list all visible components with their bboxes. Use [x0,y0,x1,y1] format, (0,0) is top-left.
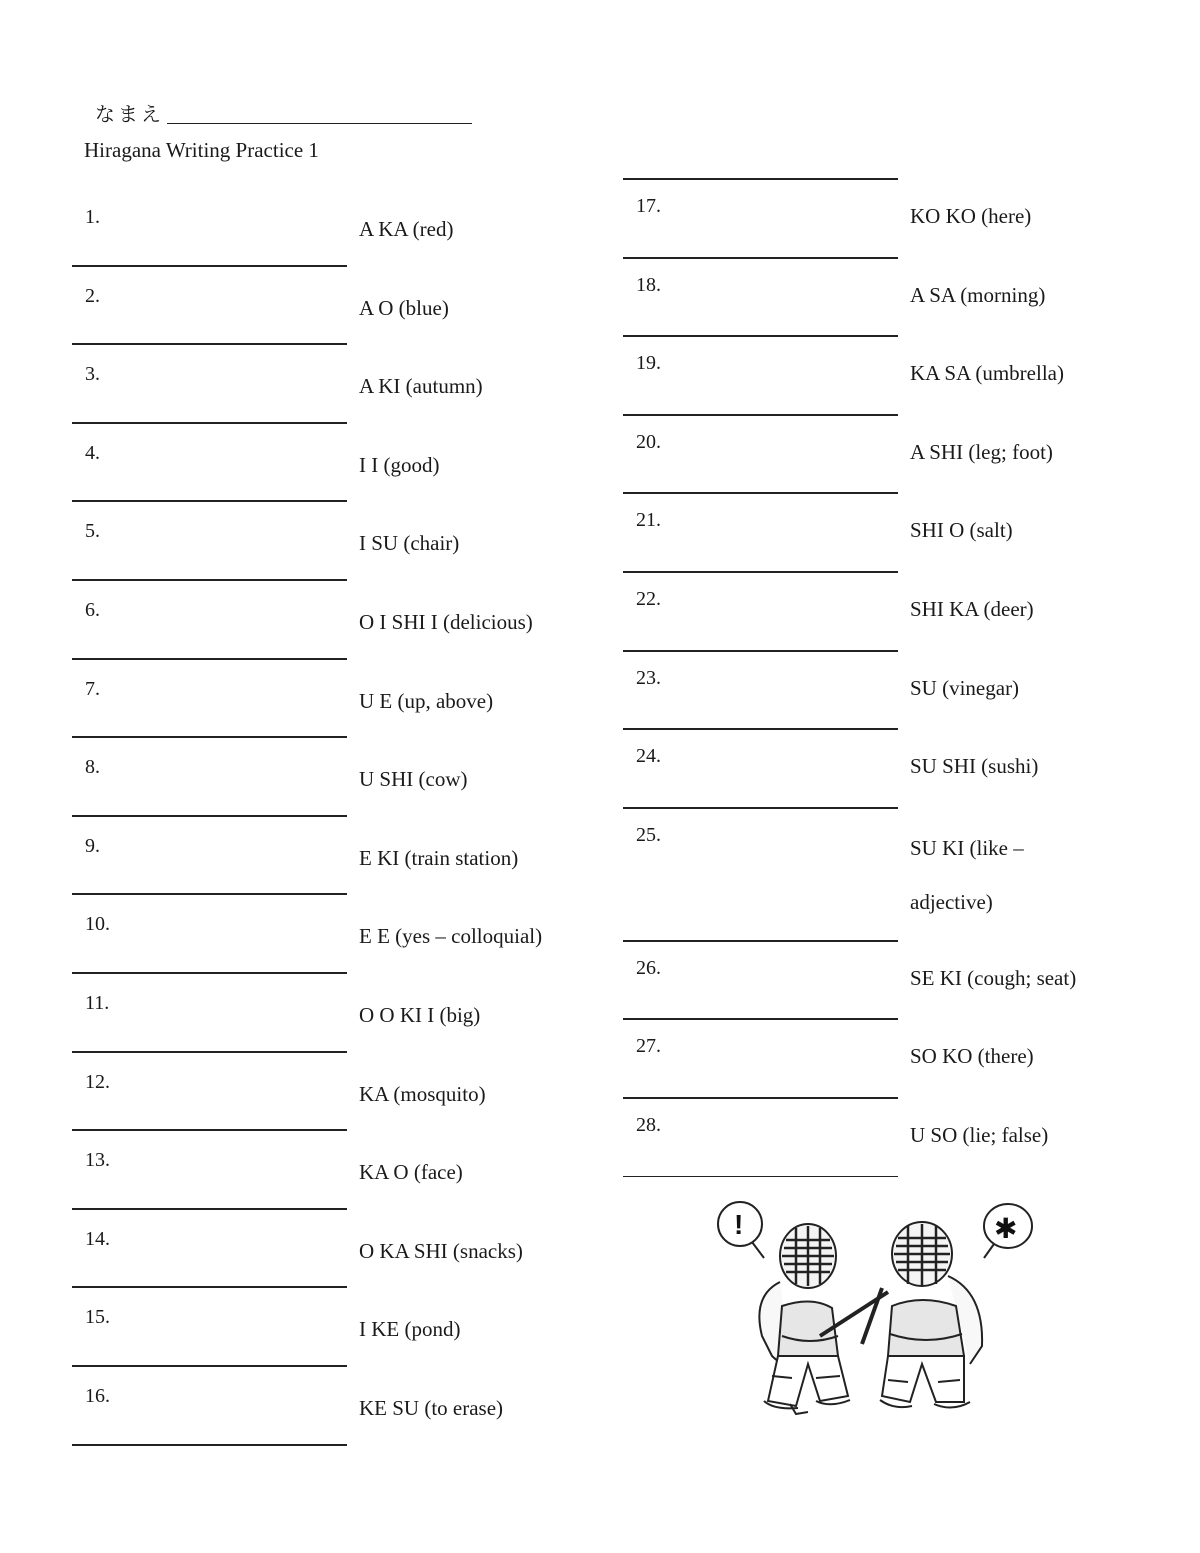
item-number: 8. [85,756,100,779]
practice-item [72,1288,632,1367]
practice-item [72,267,632,346]
item-word: E KI (train station) [359,845,519,870]
practice-item [623,1018,1183,1097]
practice-item [72,345,632,424]
practice-item [72,974,632,1053]
practice-item [623,257,1183,336]
item-word: KA (mosquito) [359,1081,486,1106]
practice-item [72,581,632,660]
writing-line[interactable] [623,1176,898,1177]
right-kendo-fighter [880,1222,982,1408]
writing-line[interactable] [623,257,898,259]
item-number: 21. [636,509,661,532]
item-number: 4. [85,441,100,464]
item-number: 25. [636,823,661,846]
item-word: SU SHI (sushi) [910,754,1039,779]
item-number: 1. [85,206,100,228]
practice-item [623,335,1183,414]
item-word: I SU (chair) [359,531,460,556]
item-word: A KI (autumn) [359,374,483,399]
worksheet-title: Hiragana Writing Practice 1 [84,138,319,162]
item-word: SE KI (cough; seat) [910,965,1077,990]
writing-line[interactable] [623,1018,898,1020]
item-number: 16. [85,1384,110,1407]
item-word: SU KI (like – adjective) [910,835,1024,914]
practice-item [72,738,632,817]
writing-line[interactable] [623,571,898,573]
writing-line[interactable] [623,492,898,494]
item-word: KE SU (to erase) [359,1395,504,1420]
item-word: KO KO (here) [910,204,1032,228]
item-word: I I (good) [359,452,440,477]
item-word: A KA (red) [359,217,454,241]
item-word: U E (up, above) [359,688,494,713]
item-word: SO KO (there) [910,1044,1034,1069]
left-column [72,188,632,1446]
item-word: I KE (pond) [359,1317,461,1342]
writing-line[interactable] [72,1444,347,1446]
practice-item [623,728,1183,807]
item-number: 10. [85,913,110,936]
item-number: 23. [636,666,661,689]
practice-item [72,817,632,896]
item-word: U SO (lie; false) [910,1122,1049,1147]
practice-item [72,660,632,739]
writing-line[interactable] [623,650,898,652]
item-number: 3. [85,363,100,386]
name-label: なまえ [95,104,164,126]
writing-line[interactable] [623,1097,898,1099]
name-field [95,98,164,127]
item-number: 22. [636,587,661,610]
item-number: 20. [636,430,661,453]
practice-item [623,1097,1183,1176]
practice-item [72,1367,632,1446]
name-blank[interactable] [167,123,472,124]
item-number: 2. [85,284,100,307]
writing-line[interactable] [623,728,898,730]
item-word: SU (vinegar) [910,675,1020,700]
exclamation-icon: ! [734,1209,744,1240]
practice-item [623,940,1183,1019]
item-word: KA O (face) [359,1160,463,1185]
writing-line[interactable] [623,940,898,942]
item-number: 24. [636,745,661,768]
item-number: 14. [85,1227,110,1250]
item-word: SHI KA (deer) [910,596,1034,621]
writing-line[interactable] [623,178,898,180]
item-word: A O (blue) [359,295,449,320]
practice-item [72,1131,632,1210]
practice-item [72,424,632,503]
practice-item [623,571,1183,650]
item-word: KA SA (umbrella) [910,361,1064,386]
item-number: 9. [85,834,100,857]
practice-item [72,1210,632,1289]
item-number: 28. [636,1113,661,1136]
item-word: U SHI (cow) [359,767,468,792]
item-word: O I SHI I (delicious) [359,609,533,634]
item-number: 18. [636,273,661,296]
item-number: 6. [85,598,100,621]
item-number: 13. [85,1149,110,1172]
item-number: 26. [636,956,661,979]
kendo-fighters-illustration [712,1196,1042,1418]
left-kendo-fighter [759,1224,850,1414]
right-column [623,178,1183,1177]
item-number: 7. [85,677,100,700]
item-number: 27. [636,1035,661,1058]
item-number: 12. [85,1070,110,1093]
item-number: 5. [85,520,100,543]
practice-item [623,414,1183,493]
item-word: O O KI I (big) [359,1002,481,1027]
practice-item [623,650,1183,729]
scribble-icon: ✱ [994,1212,1018,1245]
practice-item [72,188,632,267]
item-word: A SA (morning) [910,282,1046,307]
practice-item [623,807,1183,940]
practice-item [623,492,1183,571]
item-number: 11. [85,991,110,1014]
practice-item [72,1053,632,1132]
item-word: E E (yes – colloquial) [359,924,543,949]
item-word: O KA SHI (snacks) [359,1238,523,1263]
item-word: SHI O (salt) [910,518,1013,543]
writing-line[interactable] [623,807,898,809]
practice-item [623,178,1183,257]
item-number: 19. [636,352,661,375]
item-number: 17. [636,195,661,217]
practice-item [72,502,632,581]
item-number: 15. [85,1306,110,1329]
practice-item [72,895,632,974]
writing-line[interactable] [623,335,898,337]
item-word: A SHI (leg; foot) [910,439,1053,464]
writing-line[interactable] [623,414,898,416]
